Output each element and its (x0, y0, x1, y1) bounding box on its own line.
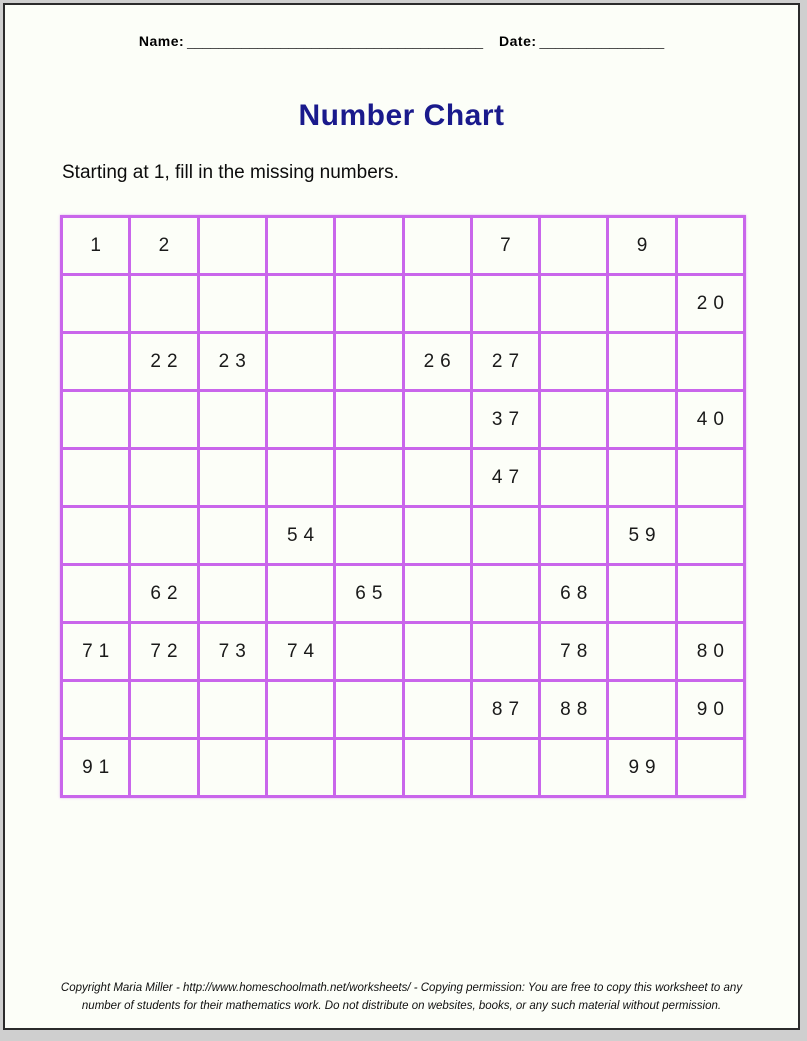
grid-cell-filled (200, 334, 265, 389)
grid-cell-empty[interactable] (131, 392, 196, 447)
grid-cell-empty[interactable] (336, 392, 401, 447)
name-blank-line: ______________________________________ (187, 33, 484, 49)
grid-cell-empty[interactable] (678, 566, 743, 621)
grid-cell-filled (473, 218, 538, 273)
grid-cell-empty[interactable] (405, 508, 470, 563)
cell-number: 71 (82, 640, 116, 662)
grid-cell-empty[interactable] (541, 334, 606, 389)
cell-number: 87 (491, 698, 526, 720)
grid-cell-empty[interactable] (336, 624, 401, 679)
grid-cell-empty[interactable] (200, 740, 265, 795)
grid-cell-empty[interactable] (678, 740, 743, 795)
grid-cell-filled (131, 218, 196, 273)
cell-number: 47 (491, 466, 526, 488)
grid-cell-filled (678, 276, 743, 331)
grid-cell-empty[interactable] (131, 276, 196, 331)
grid-cell-empty[interactable] (63, 450, 128, 505)
grid-cell-empty[interactable] (541, 276, 606, 331)
grid-cell-filled (473, 334, 538, 389)
grid-cell-filled (473, 392, 538, 447)
grid-cell-empty[interactable] (63, 276, 128, 331)
grid-cell-empty[interactable] (268, 566, 333, 621)
grid-cell-empty[interactable] (63, 566, 128, 621)
grid-cell-filled (63, 218, 128, 273)
cell-number: 54 (286, 524, 321, 546)
grid-cell-empty[interactable] (336, 508, 401, 563)
grid-cell-empty[interactable] (336, 276, 401, 331)
grid-cell-empty[interactable] (131, 682, 196, 737)
grid-cell-empty[interactable] (268, 740, 333, 795)
grid-cell-empty[interactable] (268, 218, 333, 273)
grid-cell-filled (609, 740, 674, 795)
grid-cell-empty[interactable] (473, 740, 538, 795)
grid-cell-empty[interactable] (678, 508, 743, 563)
grid-cell-empty[interactable] (473, 566, 538, 621)
cell-number: 2 (158, 234, 176, 256)
grid-cell-empty[interactable] (473, 276, 538, 331)
cell-number: 9 (636, 234, 654, 256)
grid-cell-empty[interactable] (63, 682, 128, 737)
grid-cell-empty[interactable] (268, 450, 333, 505)
cell-number: 26 (423, 350, 457, 372)
grid-cell-empty[interactable] (541, 450, 606, 505)
grid-cell-filled (609, 218, 674, 273)
cell-number: 7 (500, 234, 517, 256)
footer-line-2: number of students for their mathematics work. Do not distribute on websites, books, or any such material without permission. (81, 1000, 722, 1012)
cell-number: 73 (218, 640, 252, 662)
header-fields (5, 33, 798, 49)
grid-cell-filled (131, 566, 196, 621)
grid-cell-empty[interactable] (609, 566, 674, 621)
grid-cell-empty[interactable] (131, 508, 196, 563)
grid-cell-empty[interactable] (541, 508, 606, 563)
worksheet-page (3, 3, 800, 1030)
grid-cell-empty[interactable] (268, 682, 333, 737)
grid-cell-empty[interactable] (405, 392, 470, 447)
cell-number: 72 (150, 640, 184, 662)
cell-number: 68 (560, 582, 594, 604)
grid-cell-empty[interactable] (336, 450, 401, 505)
cell-number: 20 (696, 292, 730, 314)
grid-cell-empty[interactable] (268, 392, 333, 447)
grid-cell-empty[interactable] (268, 276, 333, 331)
grid-cell-empty[interactable] (268, 334, 333, 389)
grid-cell-empty[interactable] (200, 508, 265, 563)
grid-cell-empty[interactable] (200, 218, 265, 273)
cell-number: 23 (218, 350, 252, 372)
grid-cell-empty[interactable] (63, 508, 128, 563)
grid-cell-filled (131, 334, 196, 389)
grid-cell-filled (541, 624, 606, 679)
grid-cell-filled (473, 682, 538, 737)
grid-cell-empty[interactable] (200, 566, 265, 621)
cell-number: 91 (82, 756, 116, 778)
grid-cell-empty[interactable] (405, 566, 470, 621)
cell-number: 37 (491, 408, 526, 430)
grid-cell-filled (541, 566, 606, 621)
grid-cell-empty[interactable] (336, 682, 401, 737)
grid-cell-empty[interactable] (131, 450, 196, 505)
grid-cell-empty[interactable] (609, 682, 674, 737)
grid-cell-empty[interactable] (336, 218, 401, 273)
grid-cell-empty[interactable] (63, 334, 128, 389)
grid-cell-empty[interactable] (609, 334, 674, 389)
grid-cell-empty[interactable] (405, 218, 470, 273)
cell-number: 40 (696, 408, 730, 430)
grid-cell-empty[interactable] (336, 334, 401, 389)
grid-cell-filled (336, 566, 401, 621)
grid-cell-filled (200, 624, 265, 679)
cell-number: 74 (286, 640, 321, 662)
grid-cell-empty[interactable] (473, 508, 538, 563)
cell-number: 88 (560, 698, 594, 720)
grid-cell-empty[interactable] (609, 392, 674, 447)
cell-number: 27 (491, 350, 526, 372)
instruction-text: Starting at 1, fill in the missing numbers. (62, 162, 399, 183)
grid-cell-empty[interactable] (678, 450, 743, 505)
cell-number: 78 (560, 640, 594, 662)
date-blank-line: ________________ (539, 33, 665, 49)
grid-cell-empty[interactable] (541, 392, 606, 447)
number-grid (60, 215, 746, 798)
grid-cell-empty[interactable] (609, 450, 674, 505)
grid-cell-empty[interactable] (200, 450, 265, 505)
grid-cell-empty[interactable] (541, 740, 606, 795)
grid-cell-empty[interactable] (405, 624, 470, 679)
grid-cell-empty[interactable] (63, 392, 128, 447)
cell-number: 1 (90, 234, 107, 256)
grid-cell-empty[interactable] (405, 740, 470, 795)
grid-cell-empty[interactable] (678, 218, 743, 273)
grid-cell-empty[interactable] (131, 740, 196, 795)
grid-cell-empty[interactable] (609, 276, 674, 331)
grid-cell-empty[interactable] (336, 740, 401, 795)
grid-cell-filled (63, 740, 128, 795)
grid-cell-filled (473, 450, 538, 505)
grid-cell-empty[interactable] (405, 682, 470, 737)
date-label: Date: (499, 33, 537, 49)
grid-cell-empty[interactable] (200, 392, 265, 447)
grid-cell-empty[interactable] (405, 450, 470, 505)
grid-cell-empty[interactable] (405, 276, 470, 331)
footer-line-1: Copyright Maria Miller - http://www.homeschoolmath.net/worksheets/ - Copying permission: You are free to copy this worksheet to any (60, 982, 743, 994)
grid-cell-empty[interactable] (609, 624, 674, 679)
grid-cell-empty[interactable] (541, 218, 606, 273)
grid-cell-empty[interactable] (200, 682, 265, 737)
grid-cell-filled (678, 624, 743, 679)
cell-number: 22 (150, 350, 184, 372)
cell-number: 80 (696, 640, 730, 662)
grid-cell-filled (131, 624, 196, 679)
grid-cell-filled (268, 624, 333, 679)
cell-number: 59 (628, 524, 662, 546)
worksheet-title: Number Chart (298, 99, 505, 132)
cell-number: 90 (696, 698, 730, 720)
grid-cell-filled (405, 334, 470, 389)
cell-number: 62 (150, 582, 184, 604)
cell-number: 65 (355, 582, 389, 604)
grid-cell-filled (678, 392, 743, 447)
grid-cell-filled (609, 508, 674, 563)
grid-cell-filled (63, 624, 128, 679)
grid-cell-filled (678, 682, 743, 737)
name-label: Name: (138, 33, 185, 49)
grid-cell-empty[interactable] (678, 334, 743, 389)
grid-cell-empty[interactable] (473, 624, 538, 679)
grid-cell-filled (541, 682, 606, 737)
copyright-footer (5, 979, 798, 1015)
cell-number: 99 (628, 756, 662, 778)
grid-cell-filled (268, 508, 333, 563)
grid-cell-empty[interactable] (200, 276, 265, 331)
